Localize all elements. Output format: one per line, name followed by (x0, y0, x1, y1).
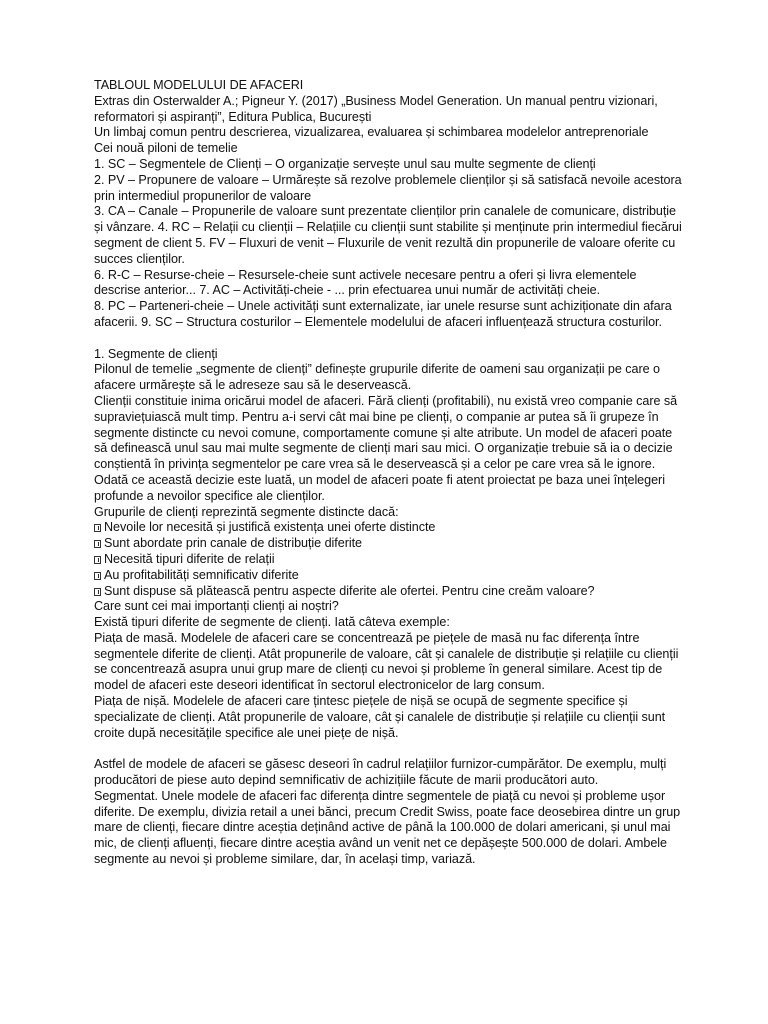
section-paragraph: Care sunt cei mai importanți clienți ai noștri? (94, 599, 339, 614)
source-citation: Extras din Osterwalder A.; Pigneur Y. (2017) „Business Model Generation. Un manual pentru vizionari, reformatori și aspiranți”, Editura Publica, București (94, 93, 658, 124)
bullet-item (94, 584, 684, 600)
bullet-box-icon (94, 556, 101, 564)
intro-line: Un limbaj comun pentru descrierea, vizualizarea, evaluarea și schimbarea modelelor antreprenoriale (94, 125, 649, 140)
bullet-text: Sunt dispuse să plătească pentru aspecte diferite ale ofertei. Pentru cine creăm valoare? (104, 583, 595, 598)
bullet-item (94, 520, 684, 536)
pillars-heading: Cei nouă piloni de temelie (94, 141, 238, 156)
section-paragraph: Astfel de modele de afaceri se găsesc deseori în cadrul relațiilor furnizor-cumpărător. De exemplu, mulți producători de piese auto depind semnificativ de achizițiile făcute de marii producători auto. (94, 757, 667, 788)
document-page (94, 78, 684, 868)
bullet-item (94, 536, 684, 552)
bullet-box-icon (94, 540, 101, 548)
pillar-item: 6. R-C – Resurse-cheie – Resursele-cheie sunt activele necesare pentru a oferi și livra elementele descrise anterior... 7. AC – Activități-cheie - ... prin efectuarea unui număr de activități cheie. (94, 267, 637, 298)
pillar-item: 3. CA – Canale – Propunerile de valoare sunt prezentate clienților prin canalele de comunicare, distribuție și vânzare. 4. RC – Relații cu clienții – Relațiile cu clienții sunt stabilite și menținute prin intermediul fiecărui segment de client 5. FV – Fluxuri de venit – Fluxurile de venit rezultă din propunerile de valoare oferite cu succes clienților. (94, 204, 682, 266)
bullet-text: Nevoile lor necesită și justifică existența unei oferte distincte (104, 520, 436, 535)
paragraph-spacer (94, 331, 684, 347)
section-paragraph: Clienții constituie inima oricărui model de afaceri. Fără clienți (profitabili), nu există vreo companie care să supraviețuiască mult timp. Pentru a-i servi cât mai bine pe clienți, o companie ar putea să îi grupeze în segmente distincte cu nevoi comune, comportamente comune și alte atribute. Un model de afaceri poate să definească unul sau mai multe segmente de clienți mari sau mici. O organizație trebuie să ia o decizie conștientă în privința segmentelor pe care vrea să le deservească și a celor pe care vrea să le ignore. Odată ce această decizie este luată, un model de afaceri poate fi atent proiectat pe baza unei înțelegeri profunde a nevoilor specifice ale clienților. (94, 393, 678, 503)
bullet-box-icon (94, 572, 101, 580)
bullet-text: Au profitabilități semnificativ diferite (104, 567, 299, 582)
paragraph-spacer (94, 741, 684, 757)
bullet-item (94, 552, 684, 568)
section-heading: 1. Segmente de clienți (94, 346, 218, 361)
section-paragraph: Segmentat. Unele modele de afaceri fac diferența dintre segmentele de piață cu nevoi și probleme ușor diferite. De exemplu, divizia retail a unei bănci, precum Credit Swiss, poate face deosebirea dintre un grup mare de clienți, fiecare dintre aceștia deținând active de până la 100.000 de dolari americani, și unul mai mic, de clienți afluenți, fiecare dintre aceștia având un venit net ce depășește 500.000 de dolari. Ambele segmente au nevoi și probleme similare, dar, în același timp, variază. (94, 788, 681, 867)
section-paragraph: Piața de masă. Modelele de afaceri care se concentrează pe piețele de masă nu fac diferența între segmentele diferite de clienți. Atât propunerile de valoare, cât și canalele de distribuție și relațiile cu clienții se concentrează asupra unui grup mare de clienți cu nevoi și probleme în general similare. Acest tip de model de afaceri este deseori identificat în sectorul electronicelor de larg consum. (94, 630, 679, 693)
pillar-item: 8. PC – Parteneri-cheie – Unele activități sunt externalizate, iar unele resurse sunt achiziționate din afara afacerii. 9. SC – Structura costurilor – Elementele modelului de afaceri influențează structura costurilor. (94, 299, 672, 329)
bullet-box-icon (94, 588, 101, 596)
document-title: TABLOUL MODELULUI DE AFACERI (94, 78, 304, 92)
bullet-box-icon (94, 524, 101, 532)
bullet-text: Sunt abordate prin canale de distribuție diferite (104, 536, 362, 551)
section-paragraph: Piața de nișă. Modelele de afaceri care țintesc piețele de nișă se ocupă de segmente specifice și specializate de clienți. Atât propunerile de valoare, cât și canalele de distribuție și relațiile cu clienții sunt croite după necesitățile specifice ale unei piețe de nișă. (94, 694, 666, 740)
section-paragraph: Există tipuri diferite de segmente de clienți. Iată câteva exemple: (94, 615, 450, 630)
bullet-text: Necesită tipuri diferite de relații (104, 551, 275, 566)
bullet-item (94, 568, 684, 584)
section-paragraph: Grupurile de clienți reprezintă segmente distincte dacă: (94, 504, 399, 519)
pillar-item: 2. PV – Propunere de valoare – Urmărește să rezolve problemele clienților și să satisfacă nevoile acestora prin intermediul propunerilor de valoare (94, 172, 682, 203)
section-paragraph: Pilonul de temelie „segmente de clienți” definește grupurile diferite de oameni sau organizații pe care o afacere urmărește să le adreseze sau să le deservească. (94, 362, 660, 393)
pillar-item: 1. SC – Segmentele de Clienți – O organizație servește unul sau multe segmente de clienți (94, 156, 596, 171)
